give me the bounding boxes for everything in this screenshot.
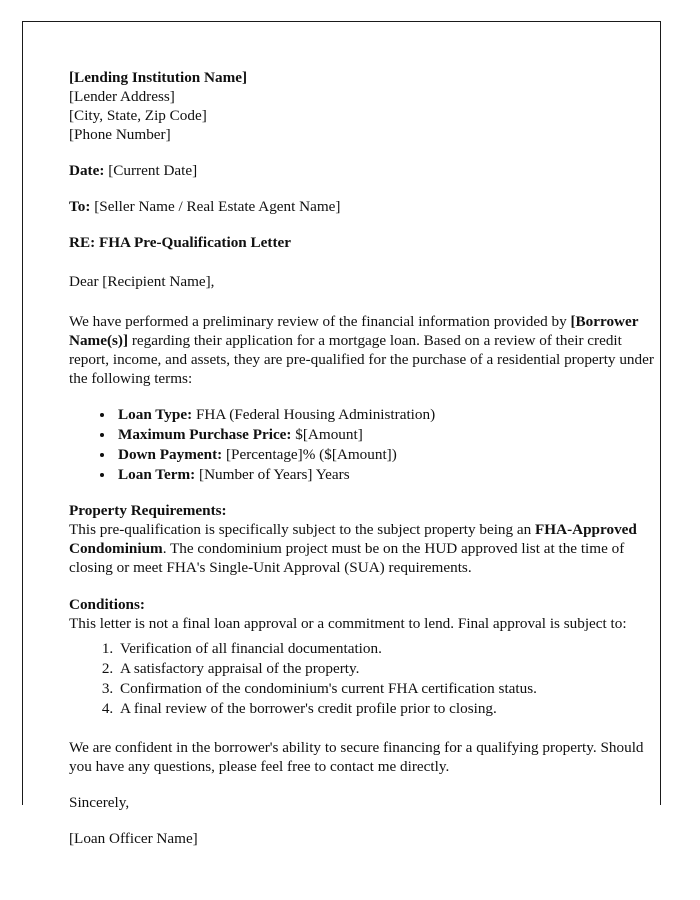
term-value: $[Amount] — [291, 426, 363, 444]
intro-text-part2: regarding their application for a mortgage loan. Based on a review of their credit report, income, and assets, they are pre-qualified for the purchase of a residential property under the following terms: — [69, 331, 654, 387]
borrower-name-placeholder: [Borrower Name(s)] — [69, 312, 639, 349]
lender-address: [Lender Address] — [69, 88, 175, 106]
list-item: 1. Verification of all financial documentation. — [117, 639, 657, 658]
recipient-line — [69, 197, 657, 216]
closing-paragraph: We are confident in the borrower's ability to secure financing for a qualifying property. Should you have any questions, please feel free to contact me directly. — [69, 739, 644, 776]
term-label: Loan Term: — [118, 466, 196, 484]
conditions-heading: Conditions: — [69, 595, 145, 613]
recipient-value: [Seller Name / Real Estate Agent Name] — [94, 198, 341, 216]
lender-phone-number: [Phone Number] — [69, 126, 171, 144]
letterhead — [69, 68, 657, 144]
property-requirements-heading: Property Requirements: — [69, 502, 227, 520]
recipient-label: To: — [69, 198, 91, 216]
lender-city-state-zip: [City, State, Zip Code] — [69, 107, 207, 125]
list-item — [115, 405, 657, 424]
list-item — [115, 445, 657, 464]
subject-line: RE: FHA Pre-Qualification Letter — [69, 234, 291, 252]
list-item — [115, 465, 657, 484]
term-label: Loan Type: — [118, 405, 193, 423]
intro-text-part1: We have performed a preliminary review of the financial information provided by — [69, 312, 571, 330]
loan-terms-list — [69, 405, 657, 484]
term-value: [Number of Years] Years — [195, 466, 350, 484]
document-page-frame — [22, 21, 661, 848]
lending-institution-name: [Lending Institution Name] — [69, 69, 248, 86]
salutation: Dear [Recipient Name], — [69, 272, 215, 290]
signature-name: [Loan Officer Name] — [69, 830, 198, 848]
property-req-text-before: This pre-qualification is specifically subject to the subject property being an — [69, 521, 536, 539]
list-item — [115, 425, 657, 444]
date-line — [69, 161, 657, 180]
list-item: 2. A satisfactory appraisal of the property. — [117, 659, 657, 678]
term-label: Down Payment: — [118, 446, 223, 464]
date-value: [Current Date] — [108, 162, 198, 180]
letter-body — [69, 68, 657, 848]
list-item: 3. Confirmation of the condominium's current FHA certification status. — [117, 679, 657, 698]
term-value: FHA (Federal Housing Administration) — [192, 405, 436, 423]
property-requirements-text — [69, 520, 657, 577]
term-value: [Percentage]% ($[Amount]) — [222, 446, 397, 464]
property-req-text-after: . The condominium project must be on the HUD approved list at the time of closing or meet FHA's Single-Unit Approval (SUA) requirements. — [69, 540, 625, 577]
term-label: Maximum Purchase Price: — [118, 426, 292, 444]
date-label: Date: — [69, 162, 105, 180]
list-item: 4. A final review of the borrower's credit profile prior to closing. — [117, 699, 657, 718]
fha-approved-condominium-emphasis: FHA-Approved Condominium — [69, 521, 637, 558]
conditions-list — [69, 639, 657, 718]
intro-paragraph — [69, 312, 657, 388]
conditions-intro-text: This letter is not a final loan approval or a commitment to lend. Final approval is subject to: — [69, 614, 627, 632]
valediction: Sincerely, — [69, 794, 130, 812]
